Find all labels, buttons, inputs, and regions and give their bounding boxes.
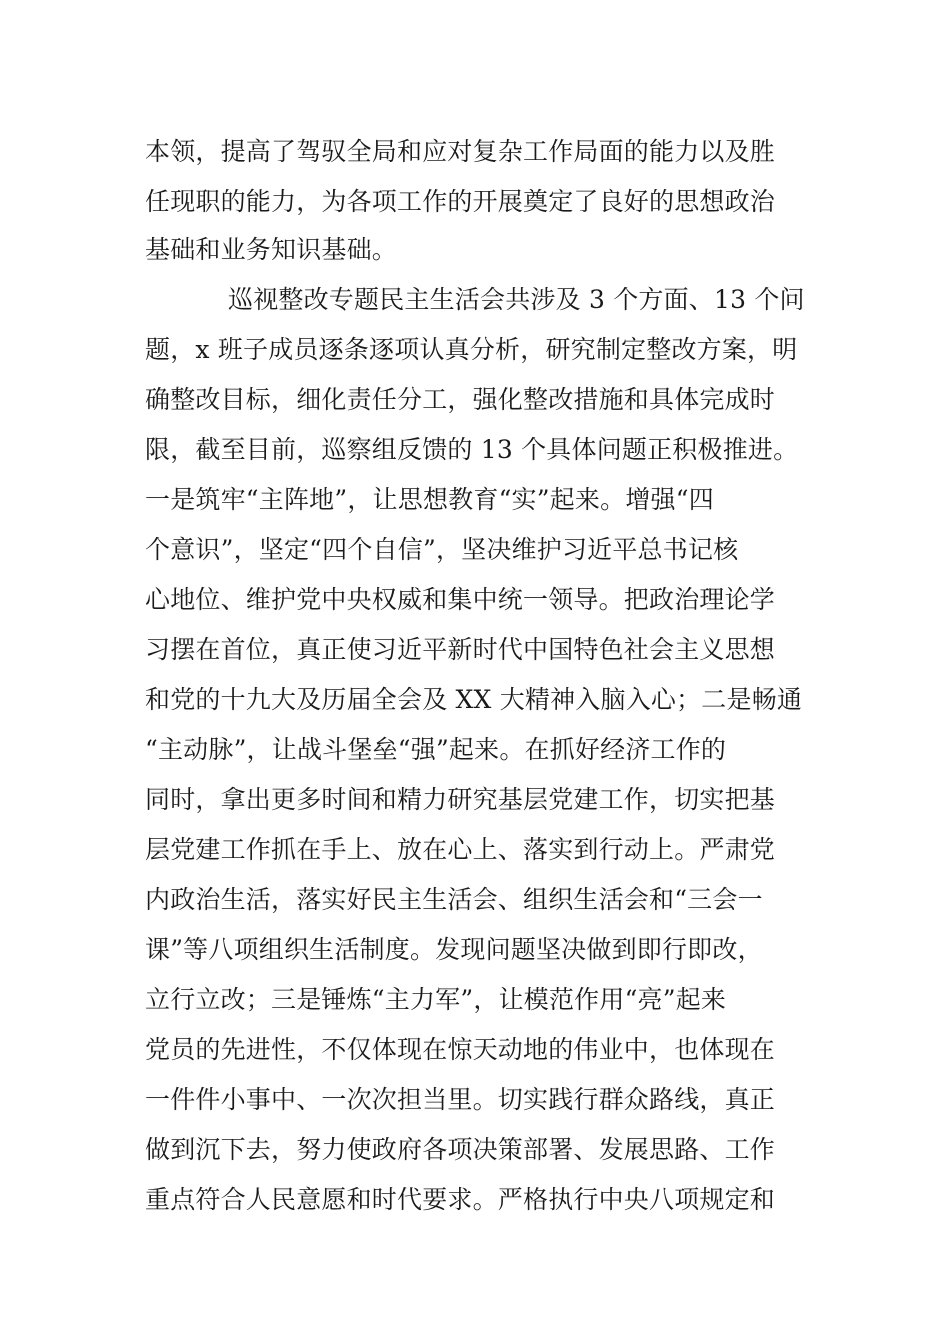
text-line: 党员的先进性，不仅体现在惊天动地的伟业中，也体现在 [145,1035,776,1064]
text-line: 内政治生活，落实好民主生活会、组织生活会和“三会一 [145,885,763,914]
text-line: 立行立改；三是锤炼“主力军”，让模范作用“亮”起来 [145,985,727,1014]
text-line: “主动脉”，让战斗堡垒“强”起来。在抓好经济工作的 [145,735,727,764]
text-line: 课”等八项组织生活制度。发现问题坚决做到即行即改， [145,935,763,964]
text-line: 个意识”，坚定“四个自信”，坚决维护习近平总书记核 [145,535,739,564]
text-line: 任现职的能力，为各项工作的开展奠定了良好的思想政治 [145,187,776,216]
text-line: 习摆在首位，真正使习近平新时代中国特色社会主义思想 [145,635,776,664]
text-line: 做到沉下去，努力使政府各项决策部署、发展思路、工作 [145,1135,776,1164]
text-line: 一件件小事中、一次次担当里。切实践行群众路线，真正 [145,1085,776,1114]
text-line: 一是筑牢“主阵地”，让思想教育“实”起来。增强“四 [145,485,714,514]
text-line: 本领，提高了驾驭全局和应对复杂工作局面的能力以及胜 [145,137,776,166]
text-line: 和党的十九大及历届全会及 XX 大精神入脑入心；二是畅通 [145,685,803,714]
text-line: 同时，拿出更多时间和精力研究基层党建工作，切实把基 [145,785,776,814]
text-line: 心地位、维护党中央权威和集中统一领导。把政治理论学 [145,585,776,614]
text-line: 确整改目标，细化责任分工，强化整改措施和具体完成时 [145,385,776,414]
text-line: 基础和业务知识基础。 [145,235,398,264]
text-line: 题，x 班子成员逐条逐项认真分析，研究制定整改方案，明 [145,335,798,364]
text-line: 重点符合人民意愿和时代要求。严格执行中央八项规定和 [145,1185,776,1214]
text-line: 层党建工作抓在手上、放在心上、落实到行动上。严肃党 [145,835,776,864]
paragraph-first-line: 巡视整改专题民主生活会共涉及 3 个方面、13 个问 [228,285,805,314]
text-line: 限，截至目前，巡察组反馈的 13 个具体问题正积极推进。 [145,435,799,464]
